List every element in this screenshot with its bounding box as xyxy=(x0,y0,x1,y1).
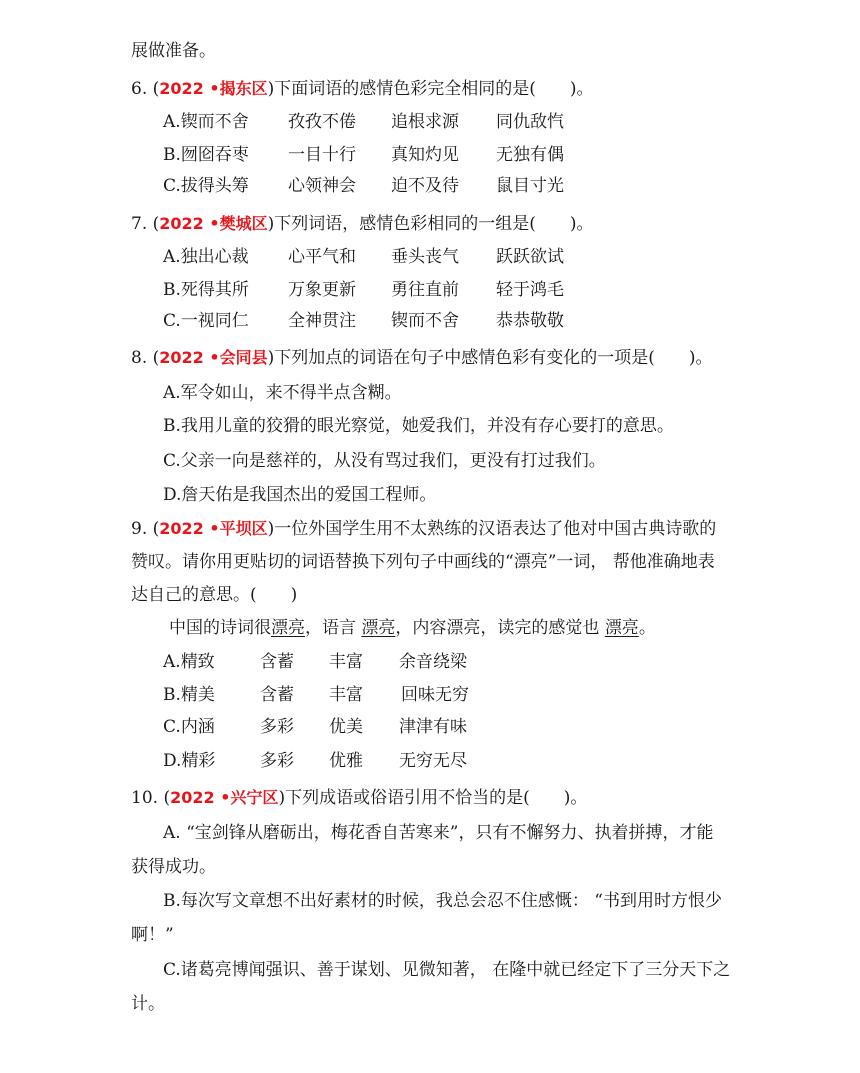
option-label: B. xyxy=(163,280,181,300)
option-word: 一目十行 xyxy=(288,145,356,165)
option-word: 锲而不舍 xyxy=(180,112,249,132)
option-word: 优雅 xyxy=(329,751,363,771)
option-word: 跃跃欲试 xyxy=(496,247,564,267)
option-word: 一视同仁 xyxy=(180,311,249,331)
option-line: B.每次写文章想不出好素材的时候，我总会忍不住感慨： “书到用时方恨少 xyxy=(163,891,722,911)
option-word: 独出心裁 xyxy=(180,247,249,267)
option-line-continued: 计。 xyxy=(131,994,165,1014)
intro-tail: 展做准备。 xyxy=(131,41,216,61)
question-8-stem xyxy=(131,347,713,369)
question-text: 下列成语或俗语引用不恰当的是( )。 xyxy=(285,788,588,808)
question-text: 下列词语，感情色彩相同的一组是( )。 xyxy=(274,214,594,234)
paren-close: ) xyxy=(267,79,275,99)
option-word: 全神贯注 xyxy=(288,311,356,331)
question-number: 6. xyxy=(131,79,148,99)
option-word: 回味无穷 xyxy=(401,685,469,705)
question-text-continued: 达自己的意思。( ) xyxy=(131,585,298,605)
option-line-continued: 啊！” xyxy=(131,925,174,945)
option-word: 心平气和 xyxy=(288,247,356,267)
option-line: A. “宝剑锋从磨砺出，梅花香自苦寒来”，只有不懈努力、执着拼搏，才能 xyxy=(163,823,714,843)
option-label: B. xyxy=(163,685,181,705)
option-label: C. xyxy=(163,311,181,331)
option-word: 迫不及待 xyxy=(391,176,459,196)
question-number: 7. xyxy=(131,214,148,234)
option-label: A. xyxy=(163,652,181,672)
question-9-stem xyxy=(131,518,716,540)
option-word: 余音绕梁 xyxy=(399,652,467,672)
question-source-tag: 2022 •会同县 xyxy=(159,348,268,367)
paren-open: ( xyxy=(152,348,160,368)
option-word: 拔得头筹 xyxy=(180,176,249,196)
underlined-word: 漂亮 xyxy=(604,618,639,638)
paren-open: ( xyxy=(152,519,160,539)
question-text: 下面词语的感情色彩完全相同的是( )。 xyxy=(274,79,594,99)
option-label: B. xyxy=(163,145,181,165)
option-word: 丰富 xyxy=(329,652,363,672)
option-word: 含蓄 xyxy=(260,652,294,672)
question-source-tag: 2022 •兴宁区 xyxy=(170,788,279,807)
option-word: 垂头丧气 xyxy=(391,247,459,267)
paren-close: ) xyxy=(267,519,275,539)
question-number: 8. xyxy=(131,348,148,368)
option-word: 内涵 xyxy=(180,717,215,737)
option-word: 丰富 xyxy=(329,685,363,705)
option-word: 精彩 xyxy=(181,751,216,771)
option-word: 无独有偶 xyxy=(496,145,564,165)
option-word: 精致 xyxy=(180,652,215,672)
question-source-tag: 2022 •樊城区 xyxy=(159,214,268,233)
question-number: 10. xyxy=(131,788,159,808)
option-word: 多彩 xyxy=(260,717,294,737)
question-6-stem xyxy=(131,78,594,100)
question-text: 下列加点的词语在句子中感情色彩有变化的一项是( )。 xyxy=(274,348,713,368)
option-word: 囫囵吞枣 xyxy=(180,145,249,165)
question-source-tag: 2022 •揭东区 xyxy=(159,79,268,98)
option-word: 无穷无尽 xyxy=(399,751,467,771)
option-word: 鼠目寸光 xyxy=(496,176,564,196)
option-line-continued: 获得成功。 xyxy=(131,857,216,877)
option-word: 轻于鸿毛 xyxy=(496,280,564,300)
paren-close: ) xyxy=(267,214,275,234)
option-line: D.詹天佑是我国杰出的爱国工程师。 xyxy=(163,485,437,505)
example-sentence: 中国的诗词很漂亮，语言 漂亮，内容漂亮，读完的感觉也 漂亮。 xyxy=(169,618,656,638)
option-word: 勇往直前 xyxy=(391,280,459,300)
option-word: 追根求源 xyxy=(391,112,459,132)
option-word: 心领神会 xyxy=(288,176,356,196)
option-label: D. xyxy=(163,751,182,771)
paren-open: ( xyxy=(163,788,171,808)
option-word: 含蓄 xyxy=(260,685,294,705)
option-word: 津津有味 xyxy=(399,717,467,737)
paren-close: ) xyxy=(278,788,286,808)
underlined-word: 漂亮 xyxy=(271,618,305,638)
option-line: B.我用儿童的狡猾的眼光察觉，她爱我们，并没有存心要打的意思。 xyxy=(163,416,674,436)
option-word: 死得其所 xyxy=(180,280,249,300)
option-line: A.军令如山，来不得半点含糊。 xyxy=(163,383,402,403)
option-word: 优美 xyxy=(329,717,363,737)
option-line: C.父亲一向是慈祥的，从没有骂过我们，更没有打过我们。 xyxy=(163,451,606,471)
question-text-continued: 赞叹。请你用更贴切的词语替换下列句子中画线的“漂亮”一词， 帮他准确地表 xyxy=(131,552,715,572)
option-label: C. xyxy=(163,176,181,196)
option-word: 同仇敌忾 xyxy=(496,112,564,132)
question-text: 一位外国学生用不太熟练的汉语表达了他对中国古典诗歌的 xyxy=(274,519,717,539)
question-10-stem xyxy=(131,787,587,809)
option-word: 锲而不舍 xyxy=(391,311,459,331)
option-label: A. xyxy=(163,112,181,132)
question-number: 9. xyxy=(131,519,148,539)
option-word: 万象更新 xyxy=(288,280,356,300)
option-label: A. xyxy=(163,247,181,267)
option-word: 真知灼见 xyxy=(391,145,459,165)
option-word: 孜孜不倦 xyxy=(288,112,356,132)
option-word: 精美 xyxy=(180,685,215,705)
option-word: 多彩 xyxy=(260,751,294,771)
option-line: C.诸葛亮博闻强识、善于谋划、见微知著， 在隆中就已经定下了三分天下之 xyxy=(163,960,731,980)
question-7-stem xyxy=(131,213,594,235)
paren-open: ( xyxy=(152,214,160,234)
option-label: C. xyxy=(163,717,181,737)
question-source-tag: 2022 •平坝区 xyxy=(159,519,268,538)
option-word: 恭恭敬敬 xyxy=(496,311,564,331)
paren-close: ) xyxy=(267,348,275,368)
underlined-word: 漂亮 xyxy=(361,618,396,638)
paren-open: ( xyxy=(152,79,160,99)
